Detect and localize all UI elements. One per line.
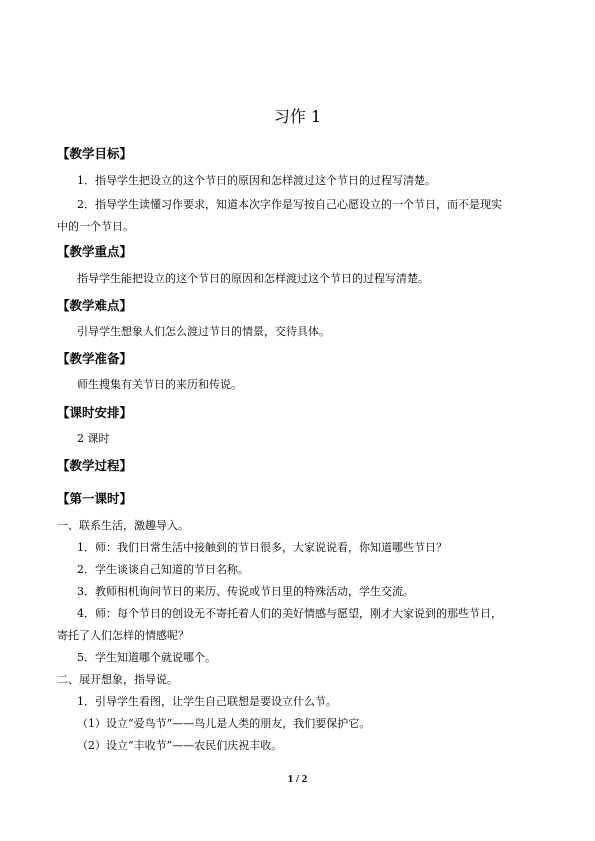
step-1-item-4-cont: 寄托了人们怎样的情感呢？ — [57, 629, 189, 642]
step-1: 一、联系生活，激趣导入。 — [57, 519, 189, 532]
schedule-text: 2 课时 — [77, 432, 110, 445]
step-2: 二、展开想象，指导说。 — [57, 673, 178, 686]
heading-first-lesson: 【第一课时】 — [57, 491, 133, 506]
page-title: 习作 1 — [273, 107, 322, 126]
heading-teaching-goals: 【教学目标】 — [57, 146, 133, 161]
step-1-item-5: 5．学生知道哪个就说哪个。 — [77, 651, 216, 664]
heading-key-points: 【教学重点】 — [57, 244, 133, 259]
heading-preparation: 【教学准备】 — [57, 351, 133, 366]
step-2-sub-2: （2）设立“丰收节”——农民们庆祝丰收。 — [77, 739, 283, 752]
preparation-text: 师生搜集有关节日的来历和传说。 — [77, 378, 242, 391]
goal-item-2: 2．指导学生读懂习作要求，知道本次字作是写按自己心愿设立的一个节日，而不是现实 — [77, 198, 502, 211]
heading-process: 【教学过程】 — [57, 458, 133, 473]
difficulties-text: 引导学生想象人们怎么渡过节日的情景，交待具体。 — [77, 325, 330, 338]
goal-item-1: 1．指导学生把设立的这个节日的原因和怎样渡过这个节日的过程写清楚。 — [77, 174, 436, 187]
step-2-sub-1: （1）设立“爱鸟节”——鸟儿是人类的朋友，我们要保护它。 — [77, 717, 371, 730]
goal-item-2-cont: 中的一个节日。 — [57, 220, 134, 233]
heading-schedule: 【课时安排】 — [57, 405, 133, 420]
heading-difficulties: 【教学难点】 — [57, 298, 133, 313]
step-1-item-1: 1．师：我们日常生活中接触到的节日很多，大家说说看，你知道哪些节日？ — [77, 541, 447, 554]
step-1-item-3: 3．教师相机询问节日的来历、传说或节日里的特殊活动，学生交流。 — [77, 585, 414, 598]
page-number: 1 / 2 — [287, 773, 308, 785]
step-1-item-2: 2．学生谈谈自己知道的节日名称。 — [77, 563, 249, 576]
step-2-item-1: 1．引导学生看图，让学生自己联想是要设立什么节。 — [77, 695, 337, 708]
step-1-item-4: 4．师：每个节日的创设无不寄托着人们的美好情感与愿望，刚才大家说到的那些节日， — [77, 607, 502, 620]
key-points-text: 指导学生能把设立的这个节日的原因和怎样渡过这个节日的过程写清楚。 — [77, 272, 429, 285]
